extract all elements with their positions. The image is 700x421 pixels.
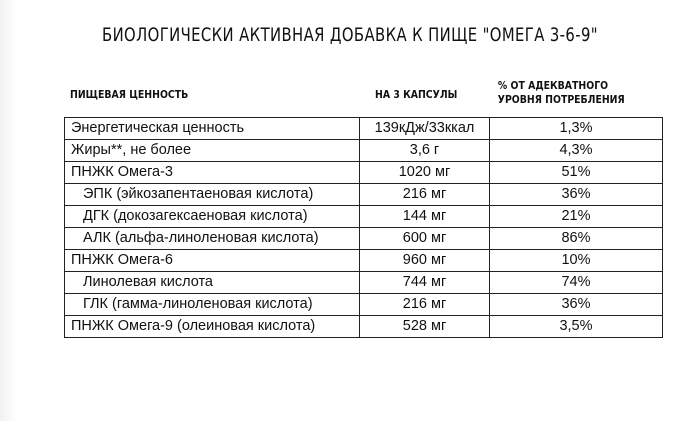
header-percent-adequate <box>497 79 625 107</box>
row-percent: 36% <box>490 294 663 316</box>
row-percent: 4,3% <box>490 140 663 162</box>
row-dose: 216 мг <box>360 294 490 316</box>
row-dose: 1020 мг <box>360 162 490 184</box>
table-row <box>65 140 663 162</box>
table-row <box>65 162 663 184</box>
row-dose: 528 мг <box>360 316 490 338</box>
row-name: АЛК (альфа-линоленовая кислота) <box>65 228 360 250</box>
row-name: Линолевая кислота <box>65 272 360 294</box>
table-row <box>65 272 663 294</box>
header-nutritional-value: ПИЩЕВАЯ ЦЕННОСТЬ <box>70 88 189 101</box>
row-dose: 744 мг <box>360 272 490 294</box>
row-dose: 600 мг <box>360 228 490 250</box>
row-name: Жиры**, не более <box>65 140 360 162</box>
table-row <box>65 294 663 316</box>
row-dose: 139кДж/33ккал <box>360 118 490 140</box>
row-dose: 3,6 г <box>360 140 490 162</box>
table-row <box>65 184 663 206</box>
row-percent: 10% <box>490 250 663 272</box>
row-percent: 51% <box>490 162 663 184</box>
header-percent-line2: УРОВНЯ ПОТРЕБЛЕНИЯ <box>497 93 625 106</box>
table-row <box>65 118 663 140</box>
table-row <box>65 250 663 272</box>
header-per-3-capsules: НА 3 КАПСУЛЫ <box>375 88 458 101</box>
row-name: ПНЖК Омега-9 (олеиновая кислота) <box>65 316 360 338</box>
row-percent: 21% <box>490 206 663 228</box>
row-name: ЭПК (эйкозапентаеновая кислота) <box>65 184 360 206</box>
document-title: БИОЛОГИЧЕСКИ АКТИВНАЯ ДОБАВКА К ПИЩЕ "ОМЕГА 3-6-9" <box>102 24 598 46</box>
row-percent: 1,3% <box>490 118 663 140</box>
table-row <box>65 228 663 250</box>
nutrition-table <box>64 117 663 338</box>
row-dose: 216 мг <box>360 184 490 206</box>
row-percent: 36% <box>490 184 663 206</box>
table-row <box>65 316 663 338</box>
row-name: ГЛК (гамма-линоленовая кислота) <box>65 294 360 316</box>
header-percent-line1: % ОТ АДЕКВАТНОГО <box>497 79 609 92</box>
row-dose: 144 мг <box>360 206 490 228</box>
row-percent: 74% <box>490 272 663 294</box>
page-edge-shadow <box>0 0 18 421</box>
table-row <box>65 206 663 228</box>
row-dose: 960 мг <box>360 250 490 272</box>
row-name: ПНЖК Омега-6 <box>65 250 360 272</box>
row-percent: 86% <box>490 228 663 250</box>
row-name: ДГК (докозагексаеновая кислота) <box>65 206 360 228</box>
row-name: ПНЖК Омега-3 <box>65 162 360 184</box>
row-name: Энергетическая ценность <box>65 118 360 140</box>
row-percent: 3,5% <box>490 316 663 338</box>
